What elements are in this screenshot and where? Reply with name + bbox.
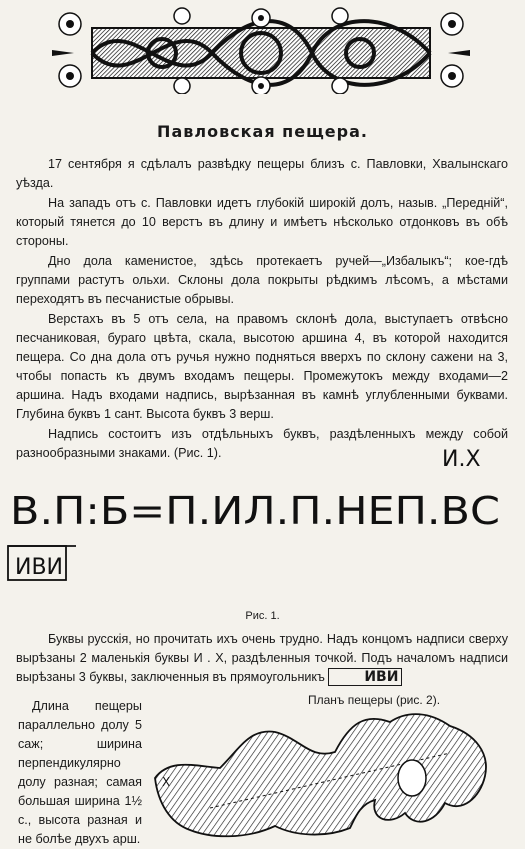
paragraph: Дно дола каменистое, здѣсь протекаетъ ручей—„Избалыкъ“; кое-гдѣ группами растутъ ольхи. Склоны дола покрыты рѣдкимъ лѣсомъ, а мѣстами переходятъ въ песчанистые обрывы.	[16, 254, 508, 306]
page-title: Павловская пещера.	[157, 122, 368, 141]
description-text: Буквы русскія, но прочитать ихъ очень трудно. Надъ концомъ надписи сверху вырѣзаны 2 маленькія буквы И . Х, раздѣленныя точкой. Подъ началомъ надписи вырѣзаны 3 буквы, заключенныя въ прямоугольникъ	[16, 632, 508, 684]
inscription-text: В.П:Б=П.ИЛ.П.НЕП.ВС	[10, 489, 500, 533]
description-paragraph	[16, 630, 508, 687]
figure-caption: Рис. 1.	[245, 610, 280, 622]
article-body	[16, 155, 508, 464]
inscription-top-mark: И.Х	[442, 448, 481, 472]
dimensions-paragraph: Длина пещеры параллельно долу 5 саж; ширина перпендикулярно долу разная; самая большая ширина 1½ с., высота разная и не болѣе двухъ арш.	[18, 699, 142, 846]
plan-title: Планъ пещеры (рис. 2).	[308, 693, 441, 707]
inscription-figure	[6, 448, 521, 608]
cave-plan-drawing	[150, 708, 495, 843]
plan-label: X	[162, 775, 171, 789]
paragraph: На западъ отъ с. Павловки идетъ глубокій широкій долъ, назыв. „Передній“, который тянется до 10 верстъ въ длину и имѣетъ нѣсколько отдонковъ въ обѣ стороны.	[16, 196, 508, 248]
inscription-boxed-letters: ИВИ	[15, 555, 64, 580]
paragraph: Верстахъ въ 5 отъ села, на правомъ склонѣ дола, выступаетъ отвѣсно песчаниковая, бураго цвѣта, скала, высотою аршина 4, въ которой находится пещера. Со дна дола отъ ручья нужно подняться вверхъ по склону сажени на 3, чтобы попасть къ двумъ входамъ пещеры. Промежутокъ между входами—2 аршина. Надъ входами надпись, вырѣзанная въ камнѣ углубленными буквами. Глубина буквъ 1 сант. Высота буквъ 3 верш.	[16, 312, 508, 421]
cave-dimensions-text	[18, 697, 142, 849]
boxed-letters: ИВИ	[328, 668, 402, 686]
decorative-ornament-header	[52, 6, 470, 94]
paragraph: 17 сентября я сдѣлалъ развѣдку пещеры близъ с. Павловки, Хвалынскаго уѣзда.	[16, 157, 508, 190]
paragraph: Надпись состоитъ изъ отдѣльныхъ буквъ, раздѣленныхъ между собой разнообразными знаками. (Рис. 1).	[16, 427, 508, 460]
